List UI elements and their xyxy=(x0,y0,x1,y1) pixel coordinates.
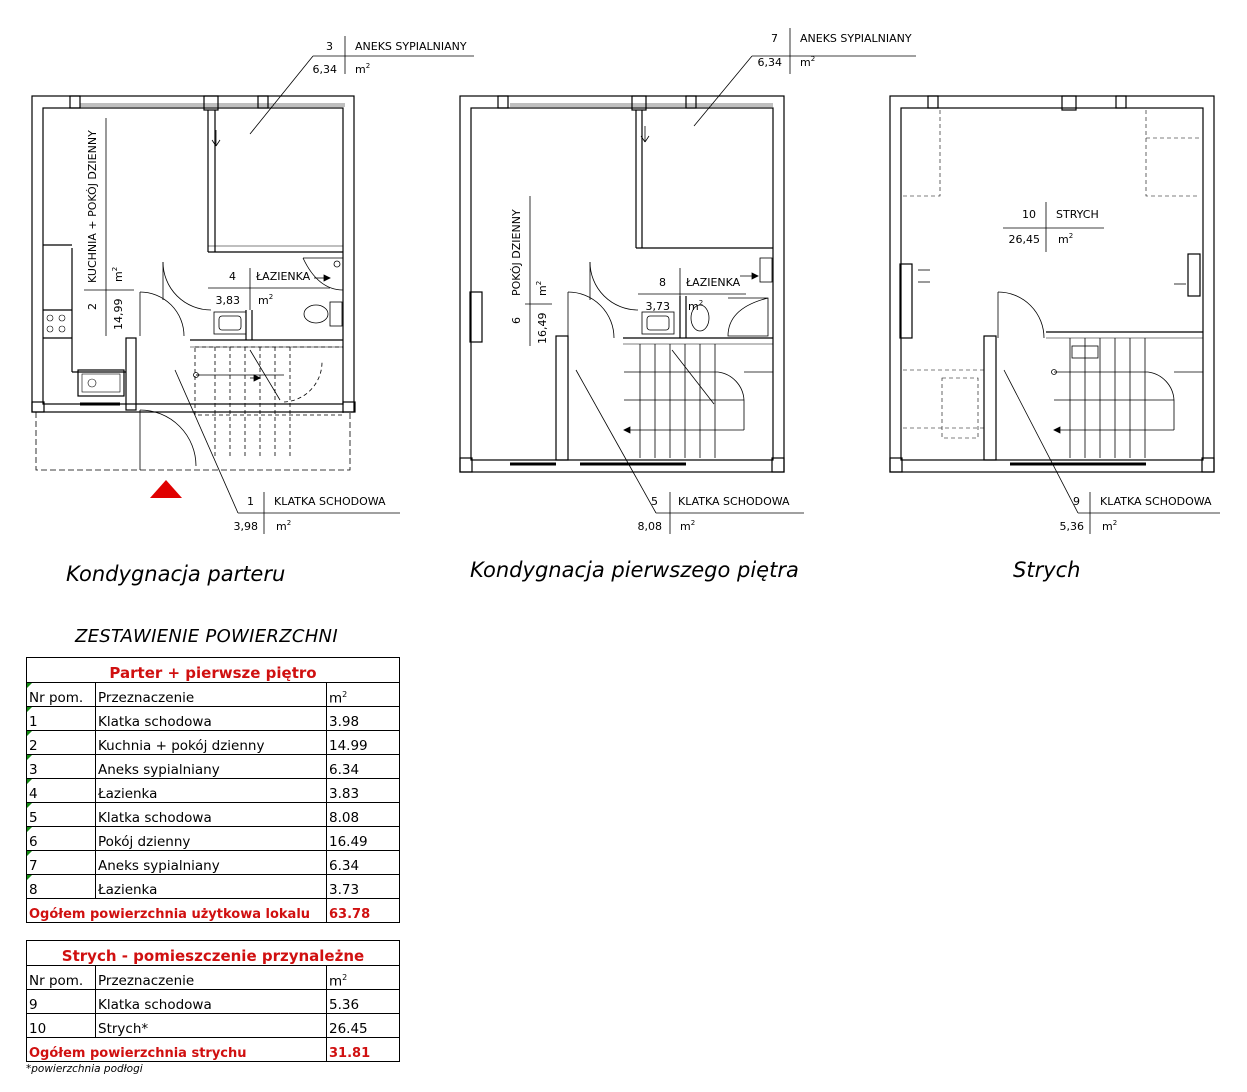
table-heading: Strych - pomieszczenie przynależne xyxy=(27,941,400,966)
table-row xyxy=(27,779,400,803)
total-label: Ogółem powierzchnia strychu xyxy=(27,1038,327,1062)
cell-area: 6.34 xyxy=(327,755,400,779)
column-header-unit xyxy=(327,966,400,990)
plan-strych-walls xyxy=(890,96,1214,472)
room-label-unit-exp: 2 xyxy=(810,55,816,63)
table-row xyxy=(27,827,400,851)
room-label-unit-exp: 2 xyxy=(111,266,119,272)
room-label-id: 3 xyxy=(326,40,333,53)
room-label-unit: m xyxy=(258,294,269,307)
cell-purpose: Pokój dzienny xyxy=(96,827,327,851)
room-label-unit: m xyxy=(1102,520,1113,533)
plan-strych-doors xyxy=(918,270,1186,338)
plan-pietro-stairs xyxy=(624,344,773,458)
plan-title-strych: Strych xyxy=(1013,558,1081,582)
svg-text:m2 xyxy=(535,281,549,296)
area-table-main xyxy=(26,657,400,923)
cell-room-no: 4 xyxy=(27,779,96,803)
room-label-id: 1 xyxy=(247,495,254,508)
room-label-id: 5 xyxy=(651,495,658,508)
room-label-area: 26,45 xyxy=(1008,233,1040,246)
summary-title: ZESTAWIENIE POWIERZCHNI xyxy=(75,626,338,647)
column-header: Przeznaczenie xyxy=(96,966,327,990)
cell-room-no: 3 xyxy=(27,755,96,779)
table-total-row xyxy=(27,1038,400,1062)
room-label-name: STRYCH xyxy=(1056,208,1099,221)
room-label-unit-exp: 2 xyxy=(535,280,543,286)
svg-text:m2 xyxy=(688,299,703,313)
room-label-unit-exp: 2 xyxy=(690,519,696,527)
room-label-name: ŁAZIENKA xyxy=(256,270,311,283)
cell-area: 26.45 xyxy=(327,1014,400,1038)
cell-room-no: 5 xyxy=(27,803,96,827)
room-label-name: KLATKA SCHODOWA xyxy=(1100,495,1212,508)
cell-purpose: Aneks sypialniany xyxy=(96,851,327,875)
cell-purpose: Łazienka xyxy=(96,779,327,803)
cell-area: 8.08 xyxy=(327,803,400,827)
total-value: 31.81 xyxy=(327,1038,400,1062)
total-value: 63.78 xyxy=(327,899,400,923)
plan-strych-stairs xyxy=(1052,338,1204,458)
plan-strych-dashed xyxy=(903,110,1200,438)
room-label-name: ANEKS SYPIALNIANY xyxy=(800,32,912,45)
plan-pietro-doors xyxy=(568,126,649,338)
room-label-unit-exp: 2 xyxy=(268,293,274,301)
plan-title-parter: Kondygnacja parteru xyxy=(66,562,286,586)
unit-exp: 2 xyxy=(342,972,348,982)
room-label-unit: m xyxy=(355,63,366,76)
cell-area: 16.49 xyxy=(327,827,400,851)
plan-strych-label-leaders xyxy=(1003,202,1220,534)
room-label-unit-exp: 2 xyxy=(1068,232,1074,240)
room-label-area: 3,73 xyxy=(645,300,670,313)
cell-purpose: Kuchnia + pokój dzienny xyxy=(96,731,327,755)
table-header-row xyxy=(27,966,400,990)
plan-pietro-bathroom-fixtures xyxy=(642,258,772,336)
table-header-row xyxy=(27,683,400,707)
room-label-name: KLATKA SCHODOWA xyxy=(274,495,386,508)
room-label-area: 3,83 xyxy=(215,294,240,307)
room-label-id: 8 xyxy=(659,276,666,289)
plan-parter-stairs xyxy=(36,347,350,470)
cell-purpose: Strych* xyxy=(96,1014,327,1038)
table-heading: Parter + pierwsze piętro xyxy=(27,658,400,683)
room-label-area: 5,36 xyxy=(1059,520,1084,533)
table-row xyxy=(27,731,400,755)
svg-text:m2 xyxy=(258,293,273,307)
room-label-name: ANEKS SYPIALNIANY xyxy=(355,40,467,53)
room-label-area: 16,49 xyxy=(536,312,549,344)
cell-area: 6.34 xyxy=(327,851,400,875)
table-row xyxy=(27,990,400,1014)
unit-text: m xyxy=(329,973,343,989)
column-header: Nr pom. xyxy=(27,683,96,707)
table-row xyxy=(27,1014,400,1038)
room-label-id: 2 xyxy=(86,303,99,310)
room-label-unit: m xyxy=(688,300,699,313)
room-label-id: 7 xyxy=(771,32,778,45)
table-row xyxy=(27,803,400,827)
cell-room-no: 10 xyxy=(27,1014,96,1038)
room-label-unit-exp: 2 xyxy=(286,519,292,527)
svg-text:m2 xyxy=(680,519,695,533)
room-label-area: 3,98 xyxy=(233,520,258,533)
column-header: Nr pom. xyxy=(27,966,96,990)
plan-title-pietro: Kondygnacja pierwszego piętra xyxy=(470,558,799,582)
cell-area: 3.83 xyxy=(327,779,400,803)
room-label-unit: m xyxy=(276,520,287,533)
unit-text: m xyxy=(329,690,343,706)
room-label-name: POKÓJ DZIENNY xyxy=(510,209,523,296)
room-label-unit-exp: 2 xyxy=(698,299,704,307)
plan-parter-label-leaders xyxy=(84,36,474,534)
table-row xyxy=(27,755,400,779)
room-label-unit: m xyxy=(536,285,549,296)
room-label-unit: m xyxy=(1058,233,1069,246)
cell-room-no: 6 xyxy=(27,827,96,851)
cell-purpose: Klatka schodowa xyxy=(96,803,327,827)
area-table-attic xyxy=(26,940,400,1062)
room-label-id: 10 xyxy=(1022,208,1036,221)
cell-room-no: 2 xyxy=(27,731,96,755)
room-label-area: 6,34 xyxy=(312,63,337,76)
column-header-unit xyxy=(327,683,400,707)
cell-room-no: 1 xyxy=(27,707,96,731)
svg-text:m2 xyxy=(800,55,815,69)
room-label-id: 6 xyxy=(510,317,523,324)
table-total-row xyxy=(27,899,400,923)
room-label-id: 9 xyxy=(1073,495,1080,508)
cell-purpose: Klatka schodowa xyxy=(96,707,327,731)
table-row xyxy=(27,707,400,731)
cell-area: 3.98 xyxy=(327,707,400,731)
svg-text:m2 xyxy=(276,519,291,533)
table-row xyxy=(27,875,400,899)
room-label-unit-exp: 2 xyxy=(1112,519,1118,527)
cell-room-no: 7 xyxy=(27,851,96,875)
cell-purpose: Łazienka xyxy=(96,875,327,899)
cell-area: 5.36 xyxy=(327,990,400,1014)
room-label-area: 6,34 xyxy=(757,56,782,69)
room-label-area: 8,08 xyxy=(637,520,662,533)
cell-purpose: Aneks sypialniany xyxy=(96,755,327,779)
room-label-area: 14,99 xyxy=(112,298,125,330)
table-row xyxy=(27,851,400,875)
room-label-name: KLATKA SCHODOWA xyxy=(678,495,790,508)
svg-text:m2 xyxy=(355,62,370,76)
svg-text:m2 xyxy=(1058,232,1073,246)
cell-room-no: 9 xyxy=(27,990,96,1014)
room-label-unit: m xyxy=(112,271,125,282)
room-label-unit: m xyxy=(800,56,811,69)
room-label-id: 4 xyxy=(229,270,236,283)
entrance-marker-icon xyxy=(150,480,182,498)
total-label: Ogółem powierzchnia użytkowa lokalu xyxy=(27,899,327,923)
footnote: *powierzchnia podłogi xyxy=(26,1063,143,1075)
unit-exp: 2 xyxy=(342,689,348,699)
svg-text:m2 xyxy=(1102,519,1117,533)
column-header: Przeznaczenie xyxy=(96,683,327,707)
room-label-unit: m xyxy=(680,520,691,533)
room-label-unit-exp: 2 xyxy=(365,62,371,70)
cell-room-no: 8 xyxy=(27,875,96,899)
room-label-name: KUCHNIA + POKÓJ DZIENNY xyxy=(86,130,99,283)
cell-area: 3.73 xyxy=(327,875,400,899)
room-label-name: ŁAZIENKA xyxy=(686,276,741,289)
plan-parter-walls xyxy=(32,96,355,412)
cell-area: 14.99 xyxy=(327,731,400,755)
cell-purpose: Klatka schodowa xyxy=(96,990,327,1014)
svg-text:m2 xyxy=(111,267,125,282)
